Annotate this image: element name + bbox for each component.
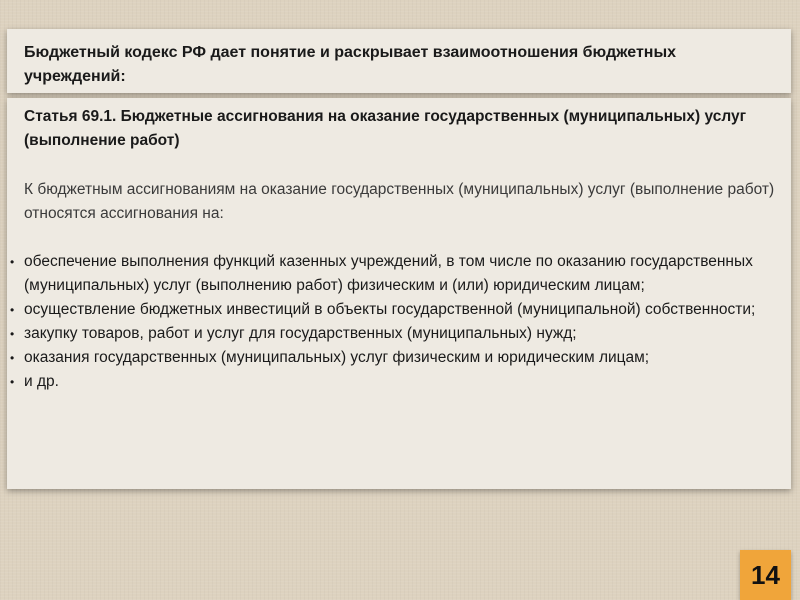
bullet-list: [7, 250, 791, 394]
title-panel: [7, 29, 791, 93]
content-panel: [7, 98, 791, 489]
list-item-text: обеспечение выполнения функций казенных учреждений, в том числе по оказанию государственных (муниципальных) услуг (выполнению работ) физическим и (или) юридическим лицам;: [24, 253, 753, 294]
list-item-text: и др.: [24, 373, 59, 390]
list-item: [7, 346, 791, 370]
list-item: [7, 298, 791, 322]
bullet-icon: •: [10, 255, 15, 269]
article-title: Статья 69.1. Бюджетные ассигнования на оказание государственных (муниципальных) услуг (выполнение работ): [24, 108, 747, 149]
bullet-icon: •: [10, 375, 15, 389]
slide-title: Бюджетный кодекс РФ дает понятие и раскрывает взаимоотношения бюджетных учреждений:: [24, 44, 677, 85]
list-item-text: осуществление бюджетных инвестиций в объекты государственной (муниципальной) собственности;: [24, 301, 756, 318]
page-number: 14: [751, 559, 780, 590]
intro-text: К бюджетным ассигнованиям на оказание государственных (муниципальных) услуг (выполнение работ) относятся ассигнования на:: [24, 181, 775, 222]
list-item: [7, 370, 791, 394]
list-item: [7, 322, 791, 346]
list-item-text: закупку товаров, работ и услуг для государственных (муниципальных) нужд;: [24, 325, 577, 342]
list-item-text: оказания государственных (муниципальных) услуг физическим и юридическим лицам;: [24, 349, 650, 366]
page-number-badge: [740, 550, 791, 600]
bullet-icon: •: [10, 327, 15, 341]
list-item: [7, 250, 791, 298]
bullet-icon: •: [10, 351, 15, 365]
bullet-icon: •: [10, 303, 15, 317]
